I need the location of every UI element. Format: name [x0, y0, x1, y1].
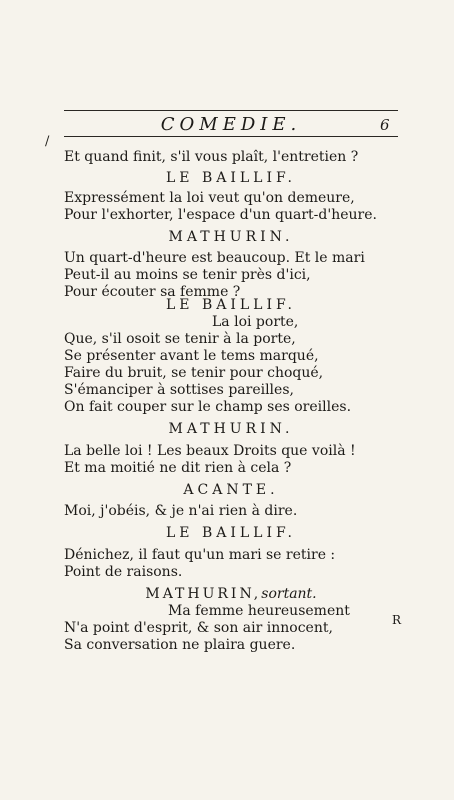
verse-line: Point de raisons.	[64, 564, 183, 580]
verse-line: Expressément la loi veut qu'on demeure,	[64, 190, 355, 206]
verse-line: Que, s'il osoit se tenir à la porte,	[64, 331, 296, 347]
speaker-heading: MATHURIN.	[168, 229, 294, 245]
verse-line: Moi, j'obéis, & je n'ai rien à dire.	[64, 503, 298, 519]
verse-line: La belle loi ! Les beaux Droits que voilà !	[64, 443, 356, 459]
stage-direction: sortant.	[261, 586, 317, 602]
speaker-heading: LE BAILLIF.	[165, 170, 296, 186]
verse-line: Peut-il au moins se tenir près d'ici,	[64, 267, 311, 283]
verse-line: N'a point d'esprit, & son air innocent,	[64, 620, 333, 636]
signature-mark: R	[392, 613, 402, 627]
verse-line: Se présenter avant le tems marqué,	[64, 348, 319, 364]
verse-line: Pour écouter sa femme ?	[64, 284, 241, 300]
verse-line: Dénichez, il faut qu'un mari se retire :	[64, 547, 336, 563]
header-rule-top	[64, 110, 398, 111]
verse-line: On fait couper sur le champ ses oreilles.	[64, 399, 352, 415]
speaker-heading: LE BAILLIF.	[165, 297, 296, 313]
verse-line: Et ma moitié ne dit rien à cela ?	[64, 460, 292, 476]
speaker-heading: MATHURIN.	[168, 421, 294, 437]
verse-line: Ma femme heureusement	[168, 603, 350, 619]
verse-line: Sa conversation ne plaira guere.	[64, 637, 296, 653]
verse-line: Faire du bruit, se tenir pour choqué,	[64, 365, 324, 381]
speaker-heading	[64, 586, 398, 602]
verse-line: S'émanciper à sottises pareilles,	[64, 382, 294, 398]
verse-line: Un quart-d'heure est beaucoup. Et le mari	[64, 250, 365, 266]
page-number: 6	[380, 116, 390, 134]
verse-line: La loi porte,	[212, 314, 299, 330]
speaker-heading: LE BAILLIF.	[165, 525, 296, 541]
running-title: COMEDIE.	[160, 114, 302, 135]
header-rule-bottom	[64, 136, 398, 137]
speaker-name: MATHURIN,	[145, 586, 262, 602]
speaker-heading: ACANTE.	[183, 482, 279, 498]
verse-line: Et quand finit, s'il vous plaît, l'entretien ?	[64, 149, 359, 165]
verse-line: Pour l'exhorter, l'espace d'un quart-d'heure.	[64, 207, 377, 223]
margin-mark: /	[45, 134, 50, 149]
